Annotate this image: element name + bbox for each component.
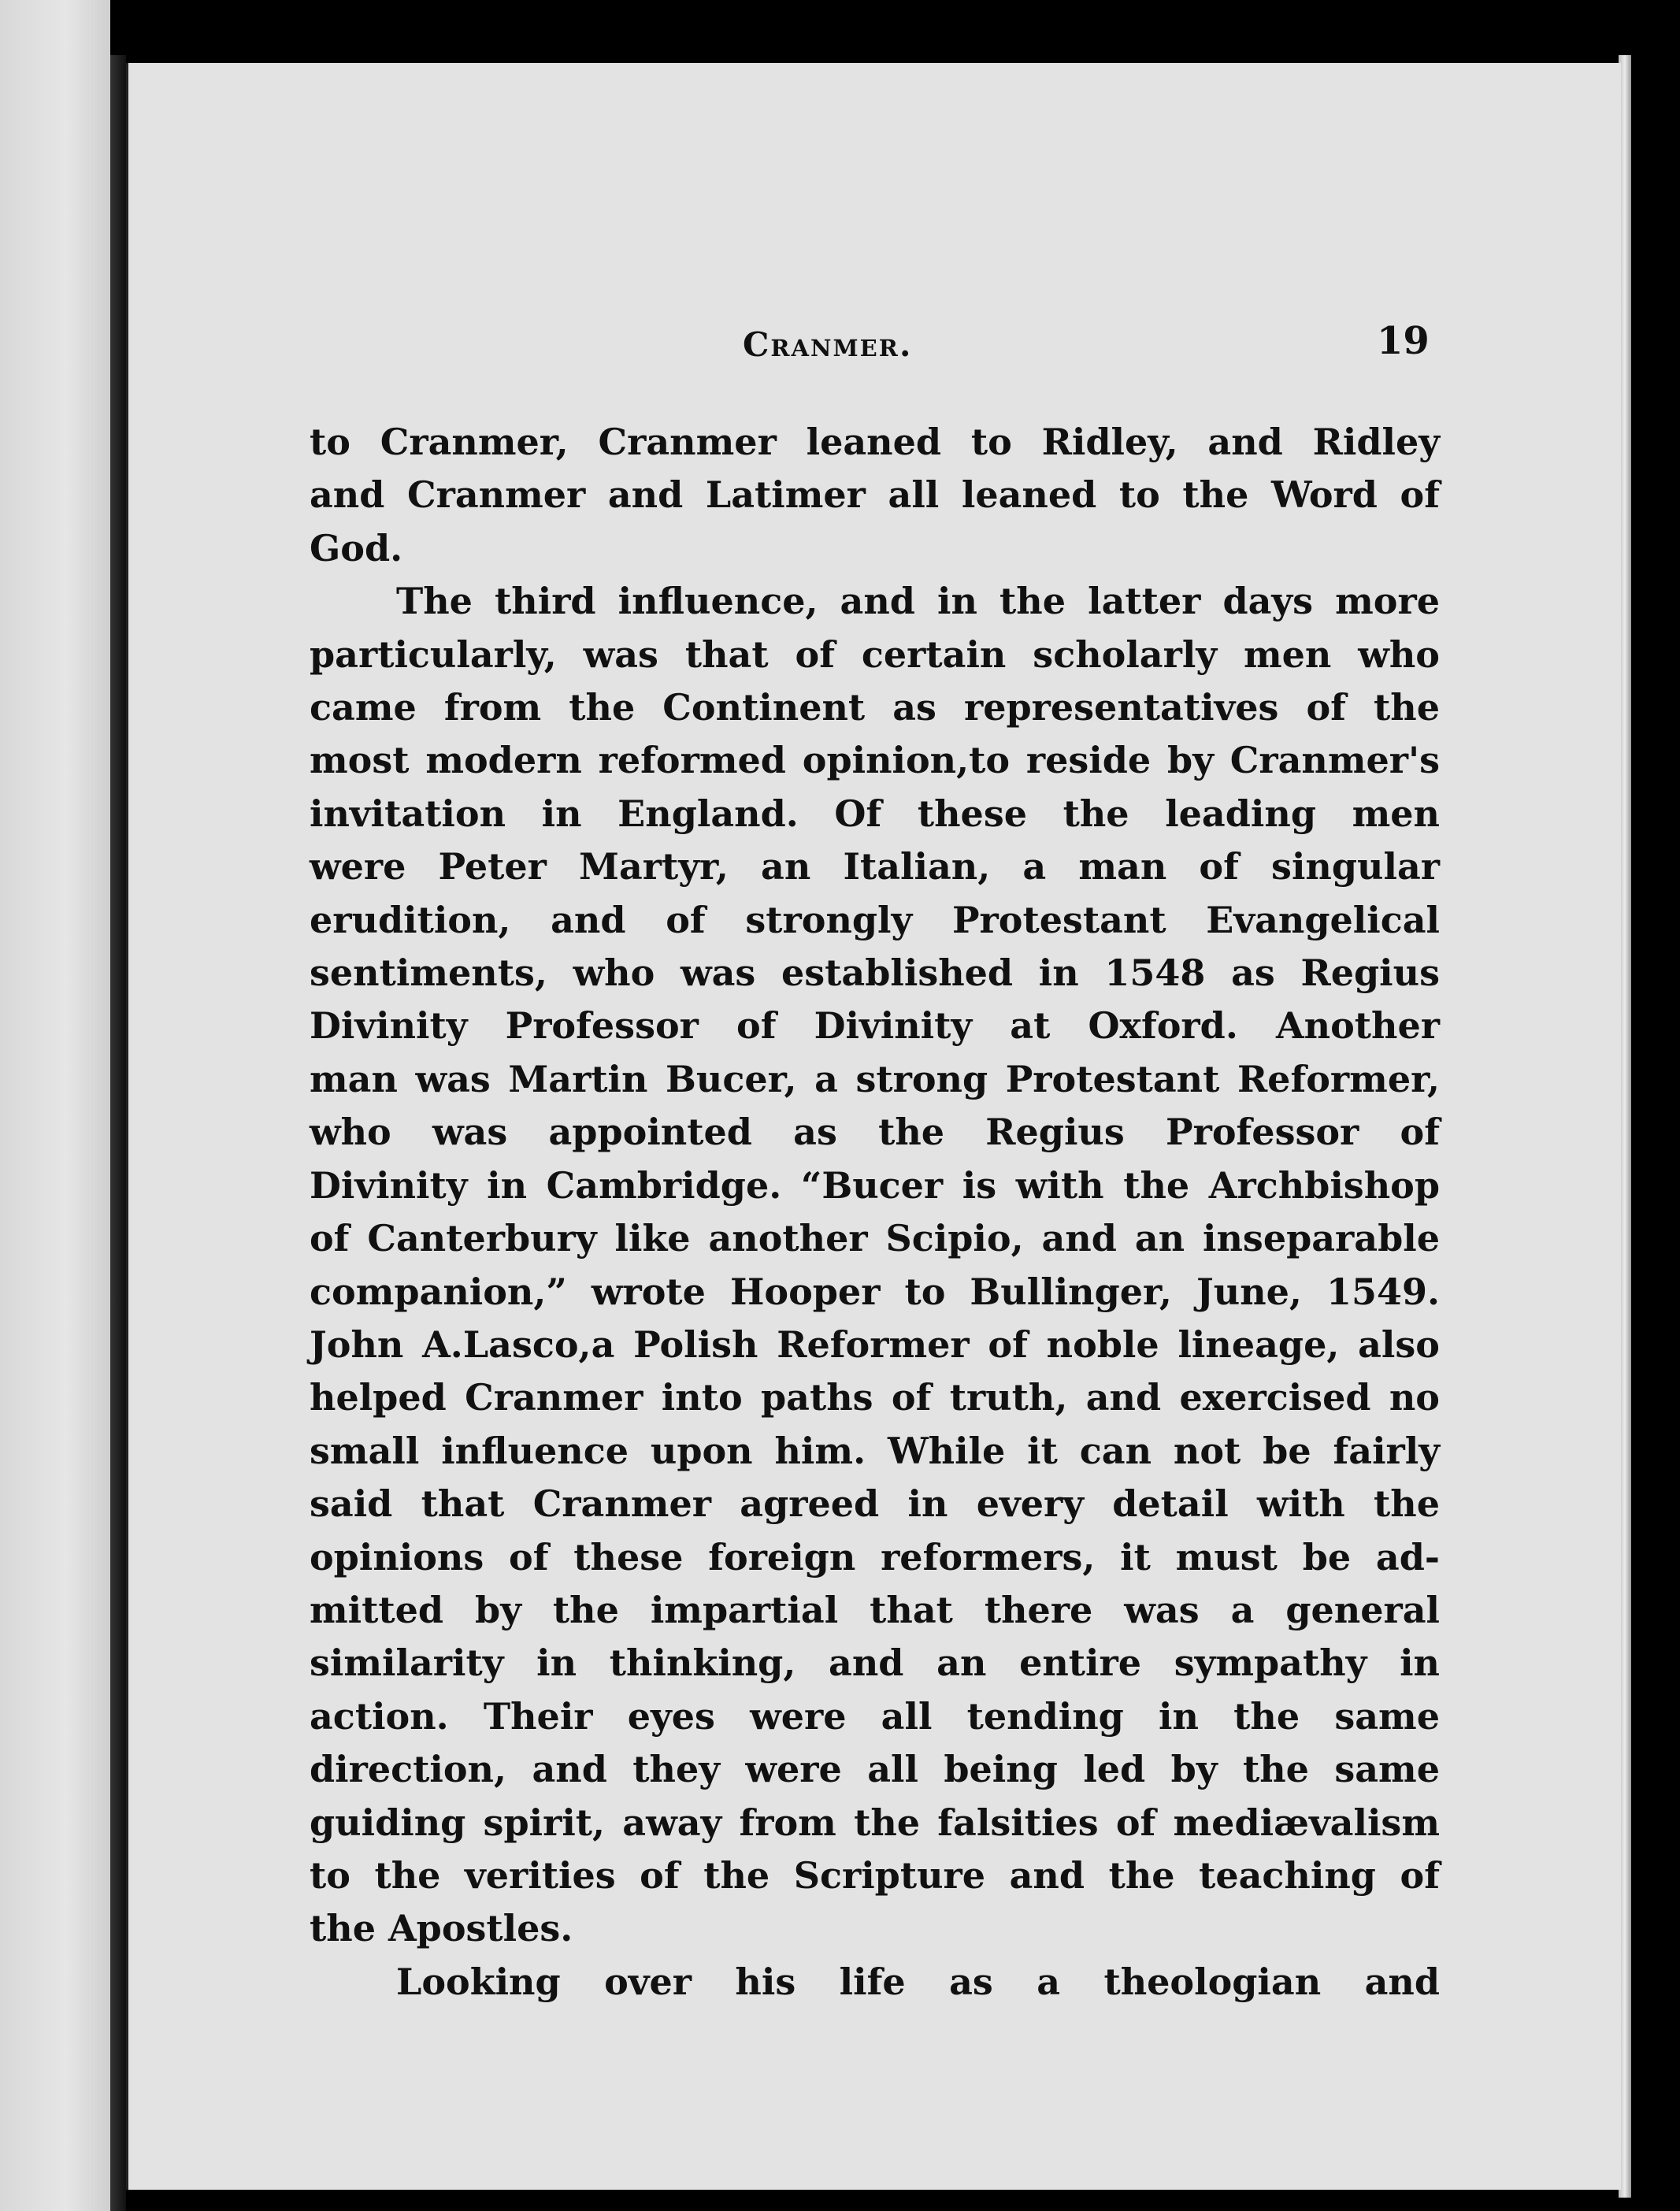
text-line: guiding spirit, away from the falsities of mediævalism (310, 1801, 1440, 1844)
text-line: action. Their eyes were all tending in the same (310, 1694, 1440, 1738)
text-line: were Peter Martyr, an Italian, a man of singular (310, 845, 1440, 888)
text-line: to Cranmer, Cranmer leaned to Ridley, and Ridley (310, 421, 1440, 463)
text-line: came from the Continent as representatives of the (310, 686, 1440, 729)
text-line: sentiments, who was established in 1548 as Regius (310, 952, 1440, 995)
page-number: 19 (1377, 319, 1430, 363)
running-title: Cranmer. (743, 325, 913, 364)
text-line: and Cranmer and Latimer all leaned to the Word of (310, 473, 1440, 517)
text-line: Divinity in Cambridge. “Bucer is with the Archbishop (310, 1163, 1440, 1207)
book-page (126, 63, 1621, 2190)
text-line: small influence upon him. While it can not be fairly (310, 1429, 1440, 1472)
text-line: particularly, was that of certain scholarly men who (310, 633, 1440, 676)
text-line: The third influence, and in the latter days more (396, 580, 1440, 623)
text-line: most modern reformed opinion,to reside by Cranmer's (310, 739, 1440, 782)
text-line: invitation in England. Of these the leading men (310, 792, 1440, 835)
body-text (310, 416, 1440, 2009)
text-line: mitted by the impartial that there was a general (310, 1588, 1440, 1631)
previous-page-edge (0, 0, 110, 2211)
text-line: God. (310, 526, 403, 569)
text-line: helped Cranmer into paths of truth, and exercised no (310, 1376, 1440, 1419)
text-line: direction, and they were all being led by the same (310, 1748, 1440, 1791)
text-line: erudition, and of strongly Protestant Evangelical (310, 898, 1440, 941)
text-line: man was Martin Bucer, a strong Protestant Reformer, (310, 1057, 1440, 1100)
text-line: Looking over his life as a theologian and (396, 1960, 1440, 2003)
text-line: who was appointed as the Regius Professor of (310, 1111, 1440, 1154)
text-line: to the verities of the Scripture and the teaching of (310, 1853, 1440, 1897)
text-line: said that Cranmer agreed in every detail with the (310, 1482, 1440, 1526)
text-line: the Apostles. (310, 1907, 573, 1950)
text-line: of Canterbury like another Scipio, and an inseparable (310, 1217, 1440, 1260)
text-line: similarity in thinking, and an entire sympathy in (310, 1642, 1440, 1685)
text-line: opinions of these foreign reformers, it must be ad- (310, 1535, 1440, 1578)
text-line: Divinity Professor of Divinity at Oxford. Another (310, 1004, 1440, 1048)
text-line: companion,” wrote Hooper to Bullinger, June, 1549. (310, 1270, 1440, 1313)
text-line: John A.Lasco,a Polish Reformer of noble lineage, also (310, 1323, 1440, 1366)
gutter-shadow (110, 55, 126, 2211)
running-head (128, 319, 1621, 382)
